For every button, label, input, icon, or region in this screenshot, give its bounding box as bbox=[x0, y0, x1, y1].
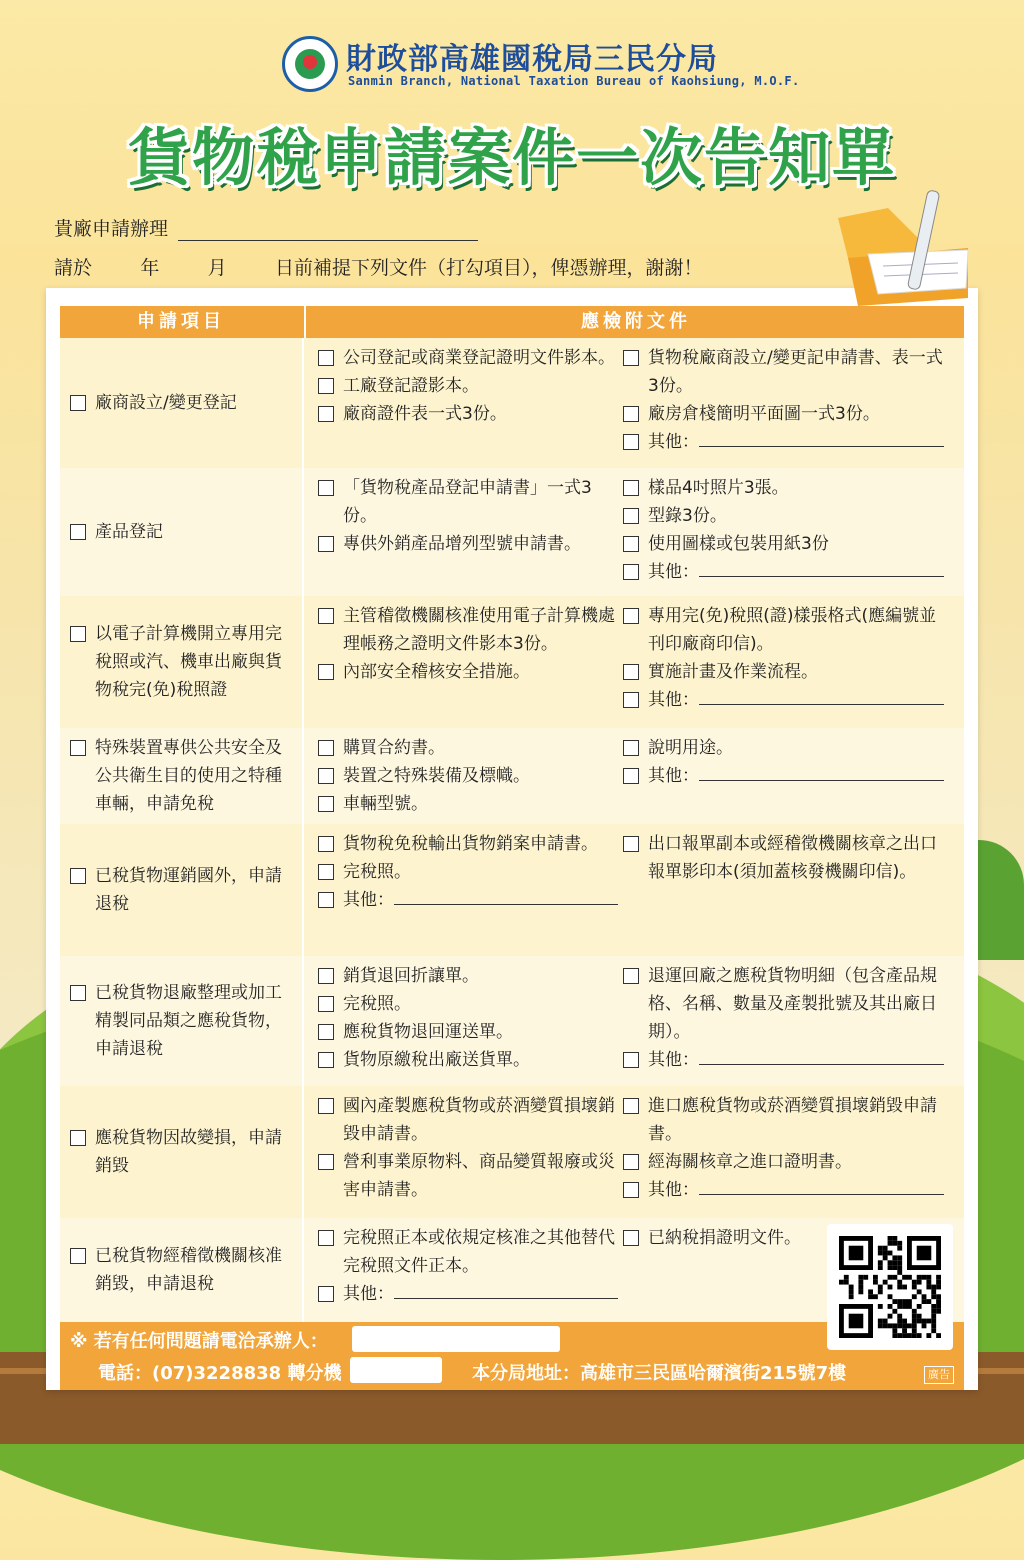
document-option bbox=[318, 530, 618, 558]
document-label: 其他： bbox=[648, 690, 699, 710]
document-column-right bbox=[623, 830, 953, 886]
document-checkbox[interactable] bbox=[623, 664, 639, 680]
document-label: 應稅貨物退回運送單。 bbox=[343, 1022, 513, 1042]
document-checkbox[interactable] bbox=[623, 508, 639, 524]
document-label: 已納稅捐證明文件。 bbox=[648, 1228, 801, 1248]
item-checkbox[interactable] bbox=[70, 395, 86, 411]
document-option bbox=[318, 830, 618, 858]
document-label: 其他： bbox=[648, 562, 699, 582]
document-option bbox=[623, 962, 953, 1046]
table-row bbox=[60, 596, 964, 728]
item-checkbox[interactable] bbox=[70, 1130, 86, 1146]
item-label: 以電子計算機開立專用完稅照或汽、機車出廠與貨物稅完(免)稅照證 bbox=[95, 624, 282, 700]
document-option bbox=[623, 344, 953, 400]
document-checkbox[interactable] bbox=[623, 1182, 639, 1198]
document-checkbox[interactable] bbox=[623, 1098, 639, 1114]
document-option bbox=[623, 1176, 953, 1204]
document-checkbox[interactable] bbox=[623, 836, 639, 852]
other-blank-field[interactable] bbox=[699, 762, 944, 781]
document-column-left bbox=[318, 734, 618, 818]
document-column-right bbox=[623, 1092, 953, 1204]
document-option bbox=[318, 1092, 618, 1148]
document-column-left bbox=[318, 602, 618, 686]
item-label: 已稅貨物退廠整理或加工精製同品類之應稅貨物，申請退稅 bbox=[95, 983, 282, 1059]
document-checkbox[interactable] bbox=[318, 480, 334, 496]
document-checkbox[interactable] bbox=[318, 740, 334, 756]
column-divider bbox=[302, 1086, 304, 1218]
document-checkbox[interactable] bbox=[623, 740, 639, 756]
other-blank-field[interactable] bbox=[699, 428, 944, 447]
document-checkbox[interactable] bbox=[318, 1052, 334, 1068]
document-option bbox=[623, 502, 953, 530]
document-column-right bbox=[623, 962, 953, 1074]
column-divider bbox=[302, 824, 304, 956]
document-checkbox[interactable] bbox=[623, 692, 639, 708]
document-option bbox=[318, 790, 618, 818]
document-option bbox=[318, 762, 618, 790]
column-divider bbox=[302, 956, 304, 1086]
item-checkbox[interactable] bbox=[70, 1248, 86, 1264]
document-label: 型錄3份。 bbox=[648, 506, 727, 526]
other-blank-field[interactable] bbox=[699, 1176, 944, 1195]
document-label: 貨物稅免稅輸出貨物銷案申請書。 bbox=[343, 834, 598, 854]
application-item bbox=[60, 956, 302, 1086]
document-label: 其他： bbox=[648, 1050, 699, 1070]
application-item bbox=[60, 596, 302, 728]
item-label: 已稅貨物運銷國外，申請退稅 bbox=[95, 866, 282, 914]
document-label: 進口應稅貨物或菸酒變質損壞銷毀申請書。 bbox=[648, 1096, 937, 1144]
document-label: 貨物原繳稅出廠送貨單。 bbox=[343, 1050, 530, 1070]
item-checkbox[interactable] bbox=[70, 740, 86, 756]
document-label: 國內產製應稅貨物或菸酒變質損壞銷毀申請書。 bbox=[343, 1096, 615, 1144]
table-row bbox=[60, 1086, 964, 1218]
table-row bbox=[60, 338, 964, 468]
document-checkbox[interactable] bbox=[623, 564, 639, 580]
document-label: 主管稽徵機關核准使用電子計算機處理帳務之證明文件影本3份。 bbox=[343, 606, 615, 654]
document-option bbox=[318, 1046, 618, 1074]
document-checkbox[interactable] bbox=[318, 892, 334, 908]
document-checkbox[interactable] bbox=[318, 1230, 334, 1246]
document-label: 樣品4吋照片3張。 bbox=[648, 478, 789, 498]
document-checkbox[interactable] bbox=[623, 350, 639, 366]
document-option bbox=[318, 962, 618, 990]
document-checkbox[interactable] bbox=[318, 350, 334, 366]
application-item bbox=[60, 338, 302, 468]
document-option bbox=[318, 990, 618, 1018]
document-checkbox[interactable] bbox=[318, 378, 334, 394]
document-option bbox=[623, 1046, 953, 1074]
header-item: 申請項目 bbox=[137, 311, 225, 332]
document-option bbox=[623, 400, 953, 428]
table-row bbox=[60, 468, 964, 596]
item-checkbox[interactable] bbox=[70, 868, 86, 884]
table-row bbox=[60, 728, 964, 824]
document-option bbox=[623, 830, 953, 886]
document-checkbox[interactable] bbox=[623, 768, 639, 784]
document-label: 廠商證件表一式3份。 bbox=[343, 404, 507, 424]
document-checkbox[interactable] bbox=[318, 536, 334, 552]
column-divider bbox=[302, 338, 304, 468]
document-label: 專供外銷產品增列型號申請書。 bbox=[343, 534, 581, 554]
document-checkbox[interactable] bbox=[318, 1098, 334, 1114]
intro-line-1-text: 貴廠申請辦理 bbox=[54, 218, 169, 240]
document-option bbox=[318, 1280, 618, 1308]
intro-line-2: 請於 年 月 日前補提下列文件（打勾項目），俾憑辦理，謝謝！ bbox=[54, 257, 703, 279]
document-checkbox[interactable] bbox=[318, 1286, 334, 1302]
document-column-left bbox=[318, 1092, 618, 1204]
document-checkbox[interactable] bbox=[623, 608, 639, 624]
contact-person-field[interactable] bbox=[352, 1326, 560, 1352]
document-label: 使用圖樣或包裝用紙3份 bbox=[648, 534, 829, 554]
document-label: 經海關核章之進口證明書。 bbox=[648, 1152, 852, 1172]
document-option bbox=[318, 1224, 618, 1280]
document-checkbox[interactable] bbox=[318, 996, 334, 1012]
document-option bbox=[623, 428, 953, 456]
document-label: 廠房倉棧簡明平面圖一式3份。 bbox=[648, 404, 880, 424]
other-blank-field[interactable] bbox=[394, 1280, 618, 1299]
document-option bbox=[318, 400, 618, 428]
document-column-left bbox=[318, 830, 618, 914]
extension-field[interactable] bbox=[350, 1357, 442, 1383]
document-option bbox=[623, 762, 953, 790]
folder-pen-icon bbox=[818, 188, 978, 310]
document-column-right bbox=[623, 344, 953, 456]
document-label: 實施計畫及作業流程。 bbox=[648, 662, 818, 682]
document-option bbox=[623, 658, 953, 686]
document-label: 貨物稅廠商設立/變更記申請書、表一式3份。 bbox=[648, 348, 943, 396]
document-label: 銷貨退回折讓單。 bbox=[343, 966, 479, 986]
document-option bbox=[318, 858, 618, 886]
document-option bbox=[318, 1018, 618, 1046]
document-option bbox=[318, 658, 618, 686]
document-checkbox[interactable] bbox=[623, 968, 639, 984]
contact-text: ※ 若有任何問題請電洽承辦人： bbox=[70, 1331, 328, 1352]
document-label: 其他： bbox=[648, 1180, 699, 1200]
document-checkbox[interactable] bbox=[623, 1154, 639, 1170]
org-name-zh: 財政部高雄國稅局三民分局 bbox=[346, 42, 718, 77]
header bbox=[0, 0, 1024, 200]
document-option bbox=[623, 686, 953, 714]
table-header bbox=[60, 306, 964, 338]
document-label: 說明用途。 bbox=[648, 738, 733, 758]
document-label: 完稅照正本或依規定核准之其他替代完稅照文件正本。 bbox=[343, 1228, 615, 1276]
document-label: 內部安全稽核安全措施。 bbox=[343, 662, 530, 682]
document-column-left bbox=[318, 1224, 618, 1308]
document-label: 專用完(免)稅照(證)樣張格式(應編號並刊印廠商印信)。 bbox=[648, 606, 937, 654]
document-option bbox=[623, 558, 953, 586]
document-checkbox[interactable] bbox=[623, 1230, 639, 1246]
document-checkbox[interactable] bbox=[318, 1024, 334, 1040]
document-label: 完稅照。 bbox=[343, 994, 411, 1014]
document-column-left bbox=[318, 962, 618, 1074]
application-item bbox=[60, 1218, 302, 1322]
document-checkbox[interactable] bbox=[318, 796, 334, 812]
document-checkbox[interactable] bbox=[623, 1052, 639, 1068]
column-divider bbox=[302, 1218, 304, 1322]
document-label: 工廠登記證影本。 bbox=[343, 376, 479, 396]
document-label: 購買合約書。 bbox=[343, 738, 445, 758]
document-checkbox[interactable] bbox=[623, 480, 639, 496]
document-label: 完稅照。 bbox=[343, 862, 411, 882]
column-divider bbox=[302, 468, 304, 596]
item-label: 產品登記 bbox=[95, 522, 163, 542]
header-docs: 應檢附文件 bbox=[304, 306, 966, 338]
document-column-right bbox=[623, 734, 953, 790]
document-column-right bbox=[623, 474, 953, 586]
document-label: 其他： bbox=[648, 766, 699, 786]
document-option bbox=[623, 1148, 953, 1176]
document-checkbox[interactable] bbox=[318, 608, 334, 624]
qr-code[interactable] bbox=[827, 1224, 953, 1350]
application-item bbox=[60, 728, 302, 824]
item-label: 特殊裝置專供公共安全及公共衛生目的使用之特種車輛，申請免稅 bbox=[95, 738, 282, 814]
intro-blank-field[interactable] bbox=[178, 220, 478, 241]
document-option bbox=[623, 734, 953, 762]
intro-line-1 bbox=[54, 214, 478, 241]
item-checkbox[interactable] bbox=[70, 626, 86, 642]
item-checkbox[interactable] bbox=[70, 985, 86, 1001]
column-divider bbox=[302, 728, 304, 824]
document-column-left bbox=[318, 344, 618, 428]
item-label: 廠商設立/變更登記 bbox=[95, 393, 237, 413]
item-label: 應稅貨物因故變損，申請銷毀 bbox=[95, 1128, 282, 1176]
other-blank-field[interactable] bbox=[699, 1046, 944, 1065]
document-checkbox[interactable] bbox=[623, 406, 639, 422]
document-checkbox[interactable] bbox=[318, 664, 334, 680]
org-name-en: Sanmin Branch, National Taxation Bureau of Kaohsiung, M.O.F. bbox=[348, 74, 800, 88]
phone-text: 電話：(07)3228838 轉分機 bbox=[98, 1363, 342, 1384]
document-option bbox=[623, 602, 953, 658]
table-row bbox=[60, 956, 964, 1086]
document-option bbox=[318, 372, 618, 400]
address-text: 本分局地址：高雄市三民區哈爾濱街215號7樓 bbox=[472, 1363, 847, 1384]
item-checkbox[interactable] bbox=[70, 524, 86, 540]
document-label: 公司登記或商業登記證明文件影本。 bbox=[343, 348, 615, 368]
ad-badge: 廣告 bbox=[924, 1366, 954, 1384]
document-checkbox[interactable] bbox=[318, 836, 334, 852]
document-option bbox=[318, 344, 618, 372]
document-checkbox[interactable] bbox=[623, 536, 639, 552]
document-label: 其他： bbox=[343, 1284, 394, 1304]
document-checkbox[interactable] bbox=[318, 864, 334, 880]
document-column-left bbox=[318, 474, 618, 558]
document-option bbox=[318, 602, 618, 658]
document-option bbox=[318, 734, 618, 762]
table-row bbox=[60, 824, 964, 956]
document-option bbox=[318, 1148, 618, 1204]
document-option bbox=[623, 530, 953, 558]
document-option bbox=[623, 474, 953, 502]
document-option bbox=[318, 886, 618, 914]
other-blank-field[interactable] bbox=[699, 686, 944, 705]
document-label: 營利事業原物料、商品變質報廢或災害申請書。 bbox=[343, 1152, 615, 1200]
document-option bbox=[623, 1092, 953, 1148]
document-label: 其他： bbox=[648, 432, 699, 452]
application-item bbox=[60, 1086, 302, 1218]
application-item bbox=[60, 824, 302, 956]
column-divider bbox=[302, 596, 304, 728]
document-label: 其他： bbox=[343, 890, 394, 910]
document-column-right bbox=[623, 602, 953, 714]
document-checkbox[interactable] bbox=[318, 968, 334, 984]
document-checkbox[interactable] bbox=[623, 434, 639, 450]
document-checkbox[interactable] bbox=[318, 406, 334, 422]
bureau-logo-icon bbox=[282, 36, 338, 92]
document-checkbox[interactable] bbox=[318, 1154, 334, 1170]
item-label: 已稅貨物經稽徵機關核准銷毀，申請退稅 bbox=[95, 1246, 282, 1294]
document-option bbox=[318, 474, 618, 530]
document-label: 車輛型號。 bbox=[343, 794, 428, 814]
application-item bbox=[60, 468, 302, 596]
page-title: 貨物稅申請案件一次告知單 bbox=[127, 121, 896, 194]
document-label: 出口報單副本或經稽徵機關核章之出口報單影印本(須加蓋核發機關印信)。 bbox=[648, 834, 937, 882]
document-label: 退運回廠之應稅貨物明細（包含產品規格、名稱、數量及產製批號及其出廠日期）。 bbox=[648, 966, 937, 1042]
document-label: 裝置之特殊裝備及標幟。 bbox=[343, 766, 530, 786]
document-label: 「貨物稅產品登記申請書」一式3份。 bbox=[343, 478, 592, 526]
document-checkbox[interactable] bbox=[318, 768, 334, 784]
other-blank-field[interactable] bbox=[394, 886, 618, 905]
other-blank-field[interactable] bbox=[699, 558, 944, 577]
